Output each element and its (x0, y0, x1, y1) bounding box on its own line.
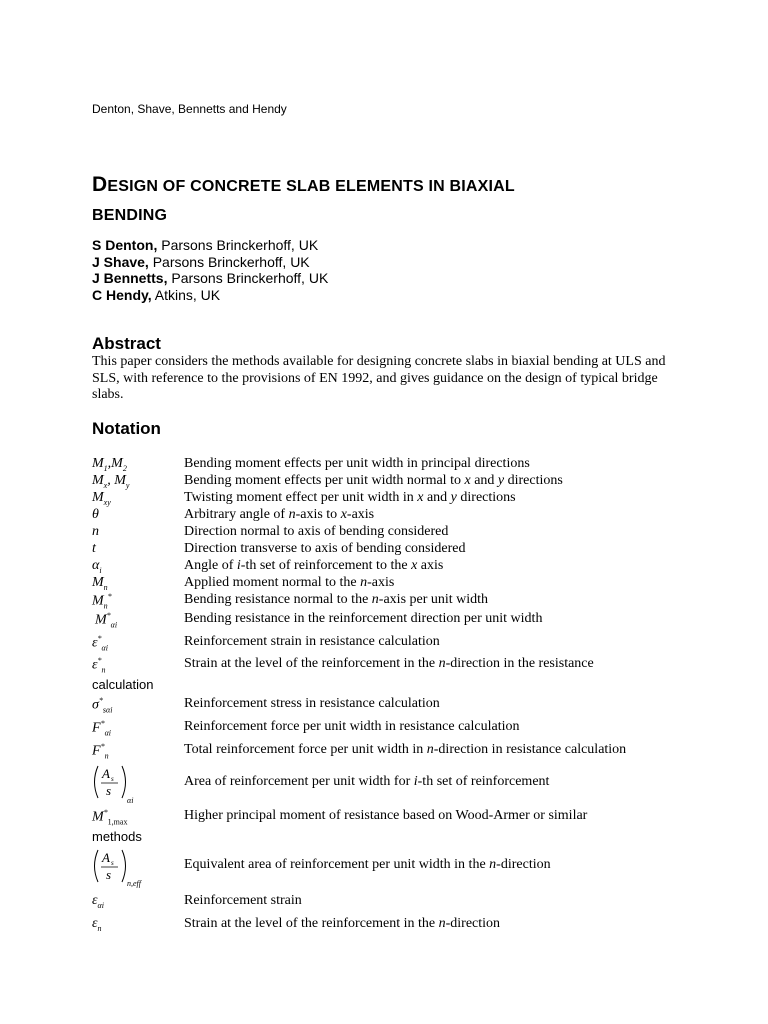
notation-symbol: $M^*_{1,max}$ (92, 808, 128, 827)
svg-text:A: A (102, 766, 110, 781)
notation-heading: Notation (92, 419, 161, 438)
title-line-1-rest: ESIGN OF CONCRETE SLAB ELEMENTS IN BIAXIAL (107, 178, 515, 195)
author-4 (92, 287, 328, 304)
notation-wrap-text: methods (92, 829, 142, 844)
notation-symbol: $\varepsilon^*_{\alpha i}$ (92, 634, 108, 653)
area-per-width-symbol (88, 762, 148, 806)
notation-symbol: $\alpha_i$ (92, 558, 102, 575)
notation-description: Bending moment effects per unit width in principal directions (184, 456, 530, 471)
notation-symbol: $M_n^*$ (92, 592, 112, 611)
svg-text:s: s (106, 783, 112, 798)
abstract-body: This paper considers the methods available for designing concrete slabs in biaxial bending at ULS and SLS, with reference to the provisions of EN 1992, and gives guidance on the design of typical bridge slabs. (92, 354, 666, 402)
author-3 (92, 270, 328, 287)
author-affiliation: Parsons Brinckerhoff, UK (148, 253, 310, 270)
notation-description: Equivalent area of reinforcement per unit width in the n-direction (184, 857, 551, 872)
notation-description: Strain at the level of the reinforcement in the n-direction (184, 916, 501, 931)
notation-symbol: θ (92, 507, 99, 522)
notation-description: Bending moment effects per unit width normal to x and y directions (184, 473, 563, 488)
notation-symbol: n (92, 524, 99, 539)
notation-description: Reinforcement stress in resistance calculation (184, 696, 440, 711)
notation-symbol: $\varepsilon_n$ (92, 916, 102, 933)
author-name: S Denton, (92, 237, 158, 253)
notation-description: Bending resistance in the reinforcement direction per unit width (184, 611, 543, 626)
notation-symbol: $F^*_{\alpha i}$ (92, 719, 111, 738)
notation-wrap-text: calculation (92, 677, 154, 692)
notation-description: Strain at the level of the reinforcement in the n-direction in the resistance (184, 656, 594, 671)
svg-text:s: s (111, 775, 114, 783)
notation-description: Reinforcement force per unit width in resistance calculation (184, 719, 520, 734)
notation-symbol: $M_1,M_2$ (92, 456, 127, 473)
notation-description: Reinforcement strain in resistance calculation (184, 634, 440, 649)
notation-symbol: $M^*_{\alpha i}$ (95, 611, 118, 630)
notation-description: Arbitrary angle of n-axis to x-axis (184, 507, 375, 522)
svg-text:A: A (102, 850, 110, 865)
notation-symbol: $\sigma^*_{s\alpha i}$ (92, 696, 113, 715)
author-affiliation: Parsons Brinckerhoff, UK (167, 270, 329, 286)
abstract-heading: Abstract (92, 334, 161, 353)
svg-text:s: s (111, 859, 114, 867)
notation-symbol: $F^*_n$ (92, 742, 109, 761)
author-affiliation: Atkins, UK (151, 286, 221, 303)
running-head: Denton, Shave, Bennetts and Hendy (92, 102, 287, 116)
author-name: C Hendy, (92, 286, 152, 303)
author-name: J Bennetts, (92, 270, 168, 286)
notation-description: Area of reinforcement per unit width for i-th set of reinforcement (184, 774, 550, 789)
title-drop-cap: D (92, 173, 108, 196)
notation-symbol: $\varepsilon^*_n$ (92, 656, 106, 675)
notation-symbol: $\varepsilon_{\alpha i}$ (92, 893, 104, 910)
svg-text:s: s (106, 867, 112, 882)
author-1 (92, 237, 328, 254)
svg-text:αi: αi (127, 796, 134, 805)
title-line-1 (92, 170, 692, 201)
author-2 (92, 254, 328, 271)
notation-symbol: $M_{xy}$ (92, 490, 111, 507)
notation-description: Bending resistance normal to the n-axis per unit width (184, 592, 489, 607)
svg-text:n,eff: n,eff (127, 879, 141, 888)
notation-description: Direction normal to axis of bending considered (184, 524, 449, 539)
author-affiliation: Parsons Brinckerhoff, UK (157, 237, 319, 253)
notation-description: Direction transverse to axis of bending considered (184, 541, 466, 556)
notation-description: Total reinforcement force per unit width in n-direction in resistance calculation (184, 742, 627, 757)
notation-symbol: $M_n$ (92, 575, 108, 592)
notation-description: Reinforcement strain (184, 893, 302, 908)
author-name: J Shave, (92, 253, 149, 270)
notation-description: Applied moment normal to the n-axis (184, 575, 395, 590)
notation-symbol: t (92, 541, 96, 556)
equivalent-area-symbol (88, 846, 158, 890)
author-list (92, 237, 328, 303)
notation-description: Twisting moment effect per unit width in x and y directions (184, 490, 516, 505)
notation-description: Angle of i-th set of reinforcement to the x axis (184, 558, 444, 573)
title-line-2: BENDING (92, 207, 168, 224)
notation-description: Higher principal moment of resistance based on Wood-Armer or similar (184, 808, 588, 823)
notation-symbol: $M_x$, $M_y$ (92, 473, 130, 490)
paper-title (92, 170, 692, 230)
